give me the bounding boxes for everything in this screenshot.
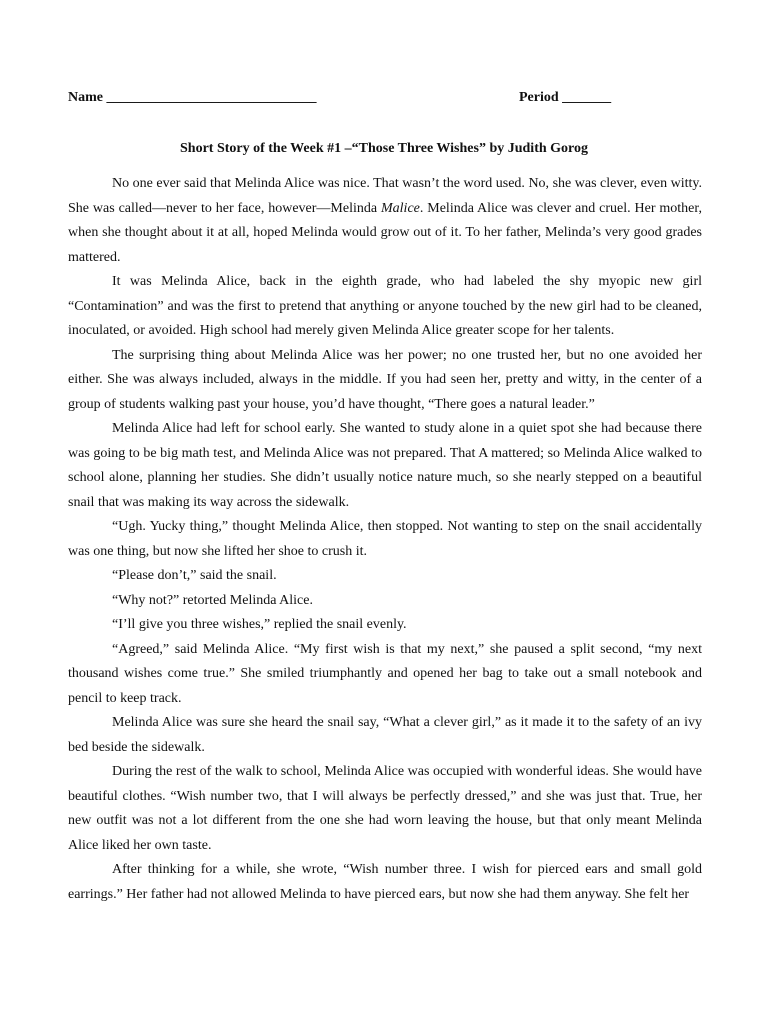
worksheet-header	[68, 90, 668, 110]
story-paragraph-2: It was Melinda Alice, back in the eighth grade, who had labeled the shy myopic new girl “Contamination” and was the first to pretend that anything or anyone touched by the new girl had to be cleaned, inoculated, or avoided. High school had merely given Melinda Alice greater scope for her talents.	[68, 274, 702, 338]
story-paragraph-1	[68, 172, 702, 270]
p1-text-after: . Melinda Alice was clever and cruel. Her mother, when she thought about it at all, hoped Melinda would grow out of it. To her father, Melinda’s very good grades mattered.	[68, 200, 702, 265]
story-paragraph-11: During the rest of the walk to school, Melinda Alice was occupied with wonderful ideas. She would have beautiful clothes. “Wish number two, that I will always be perfectly dressed,” and she was just that. True, her new outfit was not a lot different from the one she had worn leaving the house, but that only meant Melinda Alice liked her own taste.	[68, 764, 702, 853]
story-title: Short Story of the Week #1 –“Those Three Wishes” by Judith Gorog	[180, 141, 588, 156]
story-paragraph-5: “Ugh. Yucky thing,” thought Melinda Alice, then stopped. Not wanting to step on the snail accidentally was one thing, but now she lifted her shoe to crush it.	[68, 519, 702, 559]
name-field-label: Name ______________________________	[68, 90, 317, 105]
story-paragraph-7: “Why not?” retorted Melinda Alice.	[112, 592, 313, 608]
story-paragraph-4: Melinda Alice had left for school early. She wanted to study alone in a quiet spot she had because there was going to be big math test, and Melinda Alice was not prepared. That A mattered; so Melinda Alice walked to school alone, planning her studies. She didn’t usually notice nature much, so she nearly stepped on a beautiful snail that was making its way across the sidewalk.	[68, 421, 702, 510]
story-paragraph-3: The surprising thing about Melinda Alice was her power; no one trusted her, but no one avoided her either. She was always included, always in the middle. If you had seen her, pretty and witty, in the center of a group of students walking past your house, you’d have thought, “There goes a natural leader.”	[68, 347, 702, 412]
story-paragraph-9: “Agreed,” said Melinda Alice. “My first wish is that my next,” she paused a split second, “my next thousand wishes come true.” She smiled triumphantly and opened her bag to take out a small notebook and pencil to keep track.	[68, 641, 702, 706]
p1-text-before: No one ever said that Melinda Alice was nice. That wasn’t the word used. No, she was clever, even witty. She was called—never to her face, however—Melinda	[68, 176, 702, 216]
story-body	[68, 172, 702, 907]
period-field-label: Period _______	[519, 90, 612, 105]
story-paragraph-8: “I’ll give you three wishes,” replied the snail evenly.	[112, 617, 407, 632]
story-paragraph-10: Melinda Alice was sure she heard the snail say, “What a clever girl,” as it made it to the safety of an ivy bed beside the sidewalk.	[68, 715, 702, 755]
story-paragraph-6: “Please don’t,” said the snail.	[112, 568, 277, 583]
p1-italic-malice: Malice	[381, 200, 420, 216]
story-paragraph-12: After thinking for a while, she wrote, “Wish number three. I wish for pierced ears and small gold earrings.” Her father had not allowed Melinda to have pierced ears, but now she had them anyway. She felt her	[68, 862, 702, 902]
